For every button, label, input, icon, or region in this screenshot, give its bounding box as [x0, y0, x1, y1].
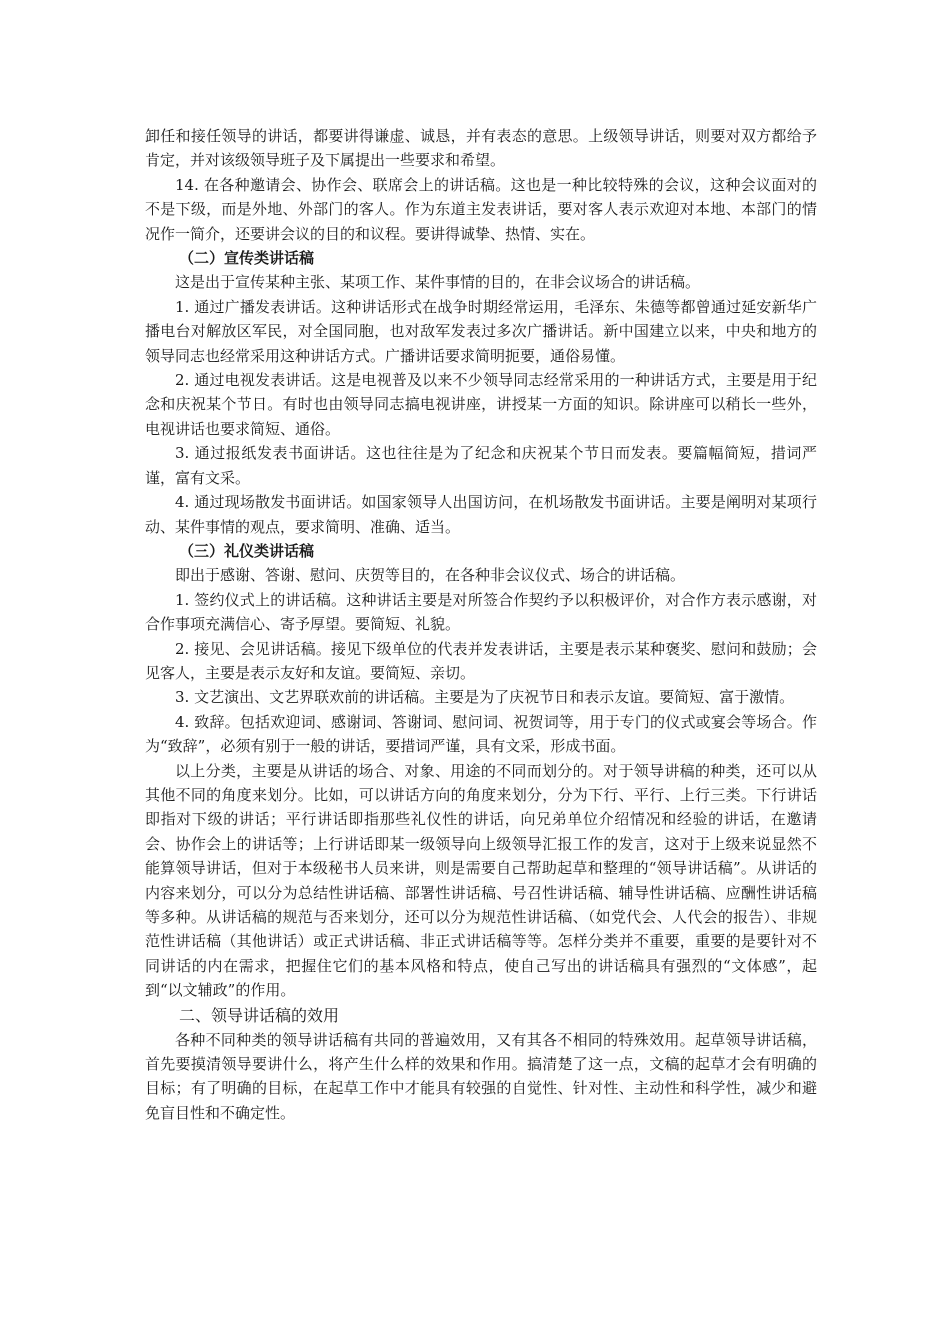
body-paragraph: 1. 通过广播发表讲话。这种讲话形式在战争时期经常运用，毛泽东、朱德等都曾通过延安新华广播电台对解放区军民，对全国同胞，也对敌军发表过多次广播讲话。新中国建立以来，中央和地方的领导同志也经常采用这种讲话方式。广播讲话要求简明扼要，通俗易懂。 — [145, 297, 817, 365]
body-paragraph: 4. 致辞。包括欢迎词、感谢词、答谢词、慰问词、祝贺词等，用于专门的仪式或宴会等场合。作为“致辞”，必须有别于一般的讲话，要措词严谨，具有文采，形成书面。 — [145, 712, 817, 756]
body-paragraph: 这是出于宣传某种主张、某项工作、某件事情的目的，在非会议场合的讲话稿。 — [175, 273, 701, 292]
section-heading: 二、领导讲话稿的效用 — [179, 1005, 340, 1025]
body-paragraph: 2. 通过电视发表讲话。这是电视普及以来不少领导同志经常采用的一种讲话方式，主要是用于纪念和庆祝某个节日。有时也由领导同志搞电视讲座，讲授某一方面的知识。除讲座可以稍长一些外，电视讲话也要求简短、通俗。 — [145, 371, 817, 438]
body-paragraph: 3. 文艺演出、文艺界联欢前的讲话稿。主要是为了庆祝节日和表示友谊。要简短、富于激情。 — [175, 688, 795, 707]
section-subheading: （二）宣传类讲话稿 — [179, 249, 315, 268]
section-subheading: （三）礼仪类讲话稿 — [179, 541, 315, 560]
body-paragraph: 各种不同种类的领导讲话稿有共同的普遍效用，又有其各不相同的特殊效用。起草领导讲话稿，首先要摸清领导要讲什么，将产生什么样的效果和作用。搞清楚了这一点，文稿的起草才会有明确的目标；有了明确的目标，在起草工作中才能具有较强的自觉性、针对性、主动性和科学性，减少和避免盲目性和不确定性。 — [145, 1030, 817, 1122]
body-paragraph: 2. 接见、会见讲话稿。接见下级单位的代表并发表讲话，主要是表示某种褒奖、慰问和鼓励；会见客人，主要是表示友好和友谊。要简短、亲切。 — [145, 639, 817, 682]
body-paragraph: 卸任和接任领导的讲话，都要讲得谦虚、诚恳，并有表态的意思。上级领导讲话，则要对双方都给予肯定，并对该级领导班子及下属提出一些要求和希望。 — [145, 127, 817, 170]
body-paragraph: 1. 签约仪式上的讲话稿。这种讲话主要是对所签合作契约予以积极评价，对合作方表示感谢，对合作事项充满信心、寄予厚望。要简短、礼貌。 — [145, 590, 817, 634]
body-paragraph: 4. 通过现场散发书面讲话。如国家领导人出国访问，在机场散发书面讲话。主要是阐明对某项行动、某件事情的观点，要求简明、准确、适当。 — [145, 493, 817, 536]
body-paragraph: 14. 在各种邀请会、协作会、联席会上的讲话稿。这也是一种比较特殊的会议，这种会议面对的不是下级，而是外地、外部门的客人。作为东道主发表讲话，要对客人表示欢迎对本地、本部门的情况作一简介，还要讲会议的目的和议程。要讲得诚挚、热情、实在。 — [145, 175, 817, 243]
body-paragraph: 3. 通过报纸发表书面讲话。这也往往是为了纪念和庆祝某个节日而发表。要篇幅简短，措词严谨，富有文采。 — [145, 444, 817, 487]
body-paragraph: 以上分类，主要是从讲话的场合、对象、用途的不同而划分的。对于领导讲稿的种类，还可以从其他不同的角度来划分。比如，可以讲话方向的角度来划分，分为下行、平行、上行三类。下行讲话即指对下级的讲话；平行讲话即指那些礼仪性的讲话，向兄弟单位介绍情况和经验的讲话，在邀请会、协作会上的讲话等；上行讲话即某一级领导向上级领导汇报工作的发言，这对于上级来说显然不能算领导讲话，但对于本级秘书人员来讲，则是需要自己帮助起草和整理的“领导讲话稿”。从讲话的内容来划分，可以分为总结性讲话稿、部署性讲话稿、号召性讲话稿、辅导性讲话稿、应酬性讲话稿等多种。从讲话稿的规范与否来划分，还可以分为规范性讲话稿、（如党代会、人代会的报告）、非规范性讲话稿（其他讲话）或正式讲话稿、非正式讲话稿等等。怎样分类并不重要，重要的是要针对不同讲话的内在需求，把握住它们的基本风格和特点，使自己写出的讲话稿具有强烈的“文体感”，起到“以文辅政”的作用。 — [145, 761, 817, 1000]
document-page — [145, 124, 817, 1125]
body-paragraph: 即出于感谢、答谢、慰问、庆贺等目的，在各种非会议仪式、场合的讲话稿。 — [175, 566, 686, 585]
